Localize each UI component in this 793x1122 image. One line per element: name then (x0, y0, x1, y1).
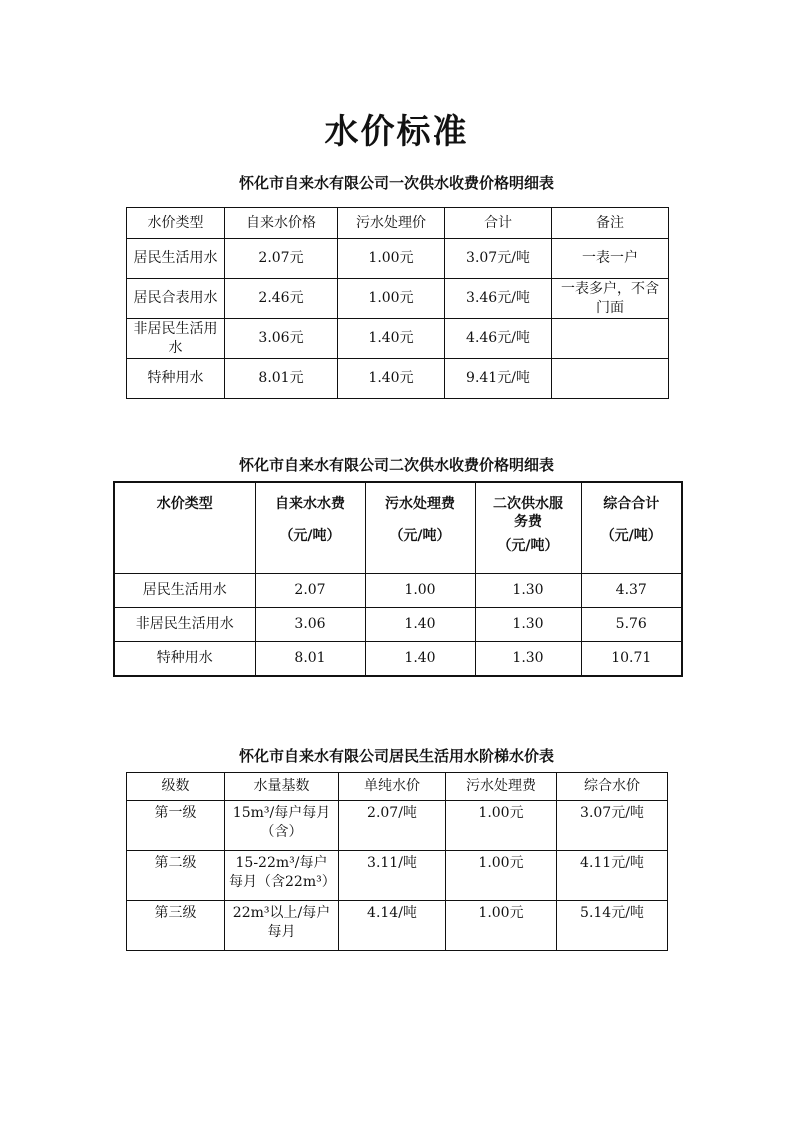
header-cell: 综合合计 （元/吨） (581, 482, 682, 574)
table-row (127, 851, 668, 901)
table-cell: 8.01元 (225, 359, 338, 399)
header-cell: 级数 (127, 773, 225, 801)
table-cell: 2.07/吨 (339, 801, 446, 851)
table-cell: 2.07元 (225, 239, 338, 279)
header-cell: 水价类型 (114, 482, 255, 574)
table-cell: 4.11元/吨 (557, 851, 668, 901)
table-cell: 1.40元 (338, 319, 445, 359)
table-header-row (114, 482, 682, 574)
table-row (127, 359, 669, 399)
table-cell: 3.11/吨 (339, 851, 446, 901)
table-cell: 9.41元/吨 (445, 359, 552, 399)
table3-caption: 怀化市自来水有限公司居民生活用水阶梯水价表 (238, 747, 554, 765)
table-cell: 10.71 (581, 642, 682, 677)
table-row (114, 608, 682, 642)
table-cell: 第一级 (127, 801, 225, 851)
table-cell: 1.30 (475, 642, 581, 677)
table-cell: 1.40 (365, 642, 475, 677)
header-cell: 自来水水费 （元/吨） (255, 482, 365, 574)
table-cell: 1.00元 (446, 801, 557, 851)
header-cell: 合计 (445, 208, 552, 239)
table-cell: 1.00元 (338, 239, 445, 279)
table-cell: 第三级 (127, 901, 225, 951)
header-cell: 污水处理价 (338, 208, 445, 239)
table-cell: 特种用水 (114, 642, 255, 677)
table-cell: 1.30 (475, 608, 581, 642)
table-cell: 3.07元/吨 (557, 801, 668, 851)
table-cell (552, 359, 669, 399)
table-row (114, 642, 682, 677)
header-cell: 备注 (552, 208, 669, 239)
table-cell: 15-22m³/每户每月（含22m³） (225, 851, 339, 901)
header-cell: 水价类型 (127, 208, 225, 239)
table-cell: 居民合表用水 (127, 279, 225, 319)
table-cell: 3.06 (255, 608, 365, 642)
table-header-row (127, 773, 668, 801)
header-cell: 综合水价 (557, 773, 668, 801)
table-cell: 4.37 (581, 574, 682, 608)
table1-primary-supply-prices (126, 207, 669, 399)
table-row (127, 901, 668, 951)
table-cell: 1.00元 (338, 279, 445, 319)
table-cell: 3.46元/吨 (445, 279, 552, 319)
page-title: 水价标准 (324, 112, 469, 152)
header-cell: 水量基数 (225, 773, 339, 801)
table-cell (552, 319, 669, 359)
table-cell: 1.00 (365, 574, 475, 608)
table-cell: 8.01 (255, 642, 365, 677)
table1-caption: 怀化市自来水有限公司一次供水收费价格明细表 (238, 174, 554, 192)
table-cell: 居民生活用水 (127, 239, 225, 279)
table-cell: 5.76 (581, 608, 682, 642)
table-cell: 3.06元 (225, 319, 338, 359)
table-cell: 1.30 (475, 574, 581, 608)
table-cell: 22m³以上/每户每月 (225, 901, 339, 951)
table-row (127, 801, 668, 851)
table-cell: 特种用水 (127, 359, 225, 399)
table-cell: 4.46元/吨 (445, 319, 552, 359)
header-cell: 单纯水价 (339, 773, 446, 801)
table-header-row (127, 208, 669, 239)
table-cell: 一表多户，不含门面 (552, 279, 669, 319)
table-cell: 居民生活用水 (114, 574, 255, 608)
header-cell: 污水处理费 (446, 773, 557, 801)
table-cell: 非居民生活用水 (127, 319, 225, 359)
table-row (127, 239, 669, 279)
table-cell: 4.14/吨 (339, 901, 446, 951)
table-row (114, 574, 682, 608)
table-cell: 2.07 (255, 574, 365, 608)
header-cell: 二次供水服务费 （元/吨） (475, 482, 581, 574)
table-cell: 1.40 (365, 608, 475, 642)
table-cell: 1.00元 (446, 901, 557, 951)
table3-tiered-residential-prices (126, 772, 668, 951)
table-cell: 5.14元/吨 (557, 901, 668, 951)
table-cell: 3.07元/吨 (445, 239, 552, 279)
table-cell: 15m³/每户每月（含） (225, 801, 339, 851)
table-cell: 1.00元 (446, 851, 557, 901)
header-cell: 自来水价格 (225, 208, 338, 239)
table-cell: 一表一户 (552, 239, 669, 279)
header-cell: 污水处理费 （元/吨） (365, 482, 475, 574)
table-cell: 非居民生活用水 (114, 608, 255, 642)
table-cell: 1.40元 (338, 359, 445, 399)
table-row (127, 279, 669, 319)
table2-secondary-supply-prices (113, 481, 683, 677)
table-cell: 2.46元 (225, 279, 338, 319)
table2-caption: 怀化市自来水有限公司二次供水收费价格明细表 (238, 456, 554, 474)
table-cell: 第二级 (127, 851, 225, 901)
table-row (127, 319, 669, 359)
